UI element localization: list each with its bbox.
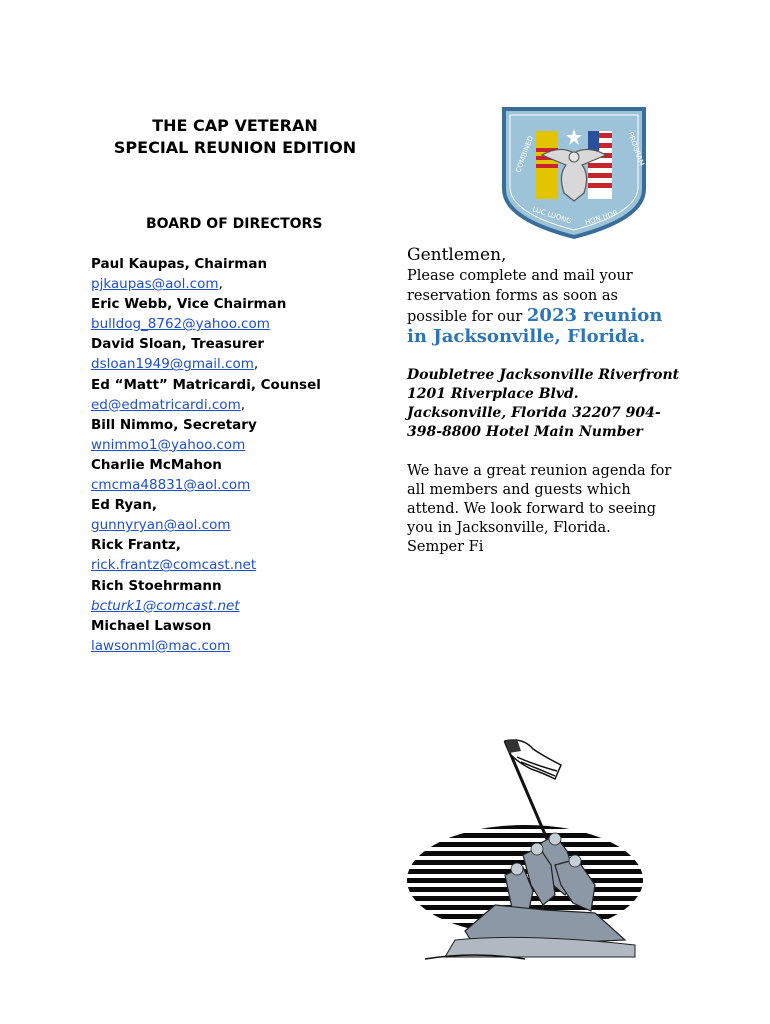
hotel-phone: 904-398-8800 Hotel Main Number [407, 405, 661, 440]
board-member-email-row [91, 636, 391, 656]
board-member-name: Ed “Matt” Matricardi, Counsel [91, 376, 321, 393]
intro-paragraph [407, 266, 682, 348]
emblem-text-right: PROGRAM [626, 130, 646, 167]
emblem-text-bottom-right: HON HOP [584, 209, 619, 227]
greeting: Gentlemen, [407, 245, 507, 265]
newsletter-title [90, 115, 380, 159]
board-member-name: Bill Nimmo, Secretary [91, 416, 257, 433]
iwo-jima-flag-raising-illustration [405, 735, 645, 970]
board-member-email-row [91, 314, 391, 334]
cap-emblem-logo [500, 103, 648, 241]
board-member-name: Michael Lawson [91, 617, 212, 634]
board-member-email-link[interactable]: ed@edmatricardi.com [91, 396, 241, 413]
board-member-email-link[interactable]: wnimmo1@yahoo.com [91, 436, 246, 453]
board-member-name: Paul Kaupas, Chairman [91, 256, 268, 272]
board-member-email-row [91, 475, 391, 495]
title-line-1: THE CAP VETERAN [152, 116, 318, 135]
board-member-email-link[interactable]: pjkaupas@aol.com [91, 276, 219, 293]
closing: Semper Fi [407, 539, 484, 555]
board-member-name: Charlie McMahon [91, 456, 222, 473]
board-member-email-link[interactable]: gunnyryan@aol.com [91, 517, 231, 534]
email-separator: , [253, 356, 259, 373]
hotel-info [407, 366, 682, 442]
board-heading: BOARD OF DIRECTORS [146, 216, 323, 232]
board-member-email-link[interactable]: lawsonml@mac.com [91, 637, 231, 654]
hotel-name-address: Doubletree Jacksonville Riverfront 1201 Riverplace Blvd. [407, 367, 680, 402]
board-member-name: Ed Ryan, [91, 497, 158, 514]
board-member-email-row [91, 596, 391, 616]
emblem-text-bottom-left: LUC LUONG [531, 205, 573, 226]
email-separator: , [218, 276, 223, 293]
agenda-text: We have a great reunion agenda for all members and guests which attend. We look forward to seeing you in Jacksonville, Florida. [407, 463, 672, 536]
title-line-2: SPECIAL REUNION EDITION [113, 138, 357, 157]
letter-body [407, 244, 682, 557]
board-member-email-link[interactable]: bcturk1@comcast.net [91, 597, 240, 614]
intro-text: Please complete and mail your reservation forms as soon as possible for our [407, 268, 633, 325]
board-member-email-row [91, 274, 391, 294]
board-member-email-row [91, 435, 391, 455]
board-member-email-link[interactable]: rick.frantz@comcast.net [91, 557, 257, 574]
board-member-email-link[interactable]: cmcma48831@aol.com [91, 477, 251, 494]
agenda-paragraph [407, 462, 682, 557]
hotel-city: Jacksonville, Florida 32207 [407, 405, 621, 421]
board-list [91, 254, 391, 656]
board-member-name: Rick Frantz, [91, 537, 181, 554]
email-separator: , [240, 396, 246, 413]
board-member-email-row [91, 555, 391, 575]
board-member-email-row [91, 515, 391, 535]
reunion-highlight: 2023 reunion in Jacksonville, Florida. [407, 305, 663, 347]
board-member-email-row [91, 395, 391, 415]
board-member-email-link[interactable]: dsloan1949@gmail.com [91, 356, 254, 373]
board-member-name: Rich Stoehrmann [91, 577, 222, 594]
emblem-text-left: COMBINED [514, 134, 535, 174]
board-member-name: Eric Webb, Vice Chairman [91, 296, 287, 313]
board-member-name: David Sloan, Treasurer [91, 336, 265, 353]
board-member-email-row [91, 354, 391, 374]
board-member-email-link[interactable]: bulldog_8762@yahoo.com [91, 316, 270, 333]
